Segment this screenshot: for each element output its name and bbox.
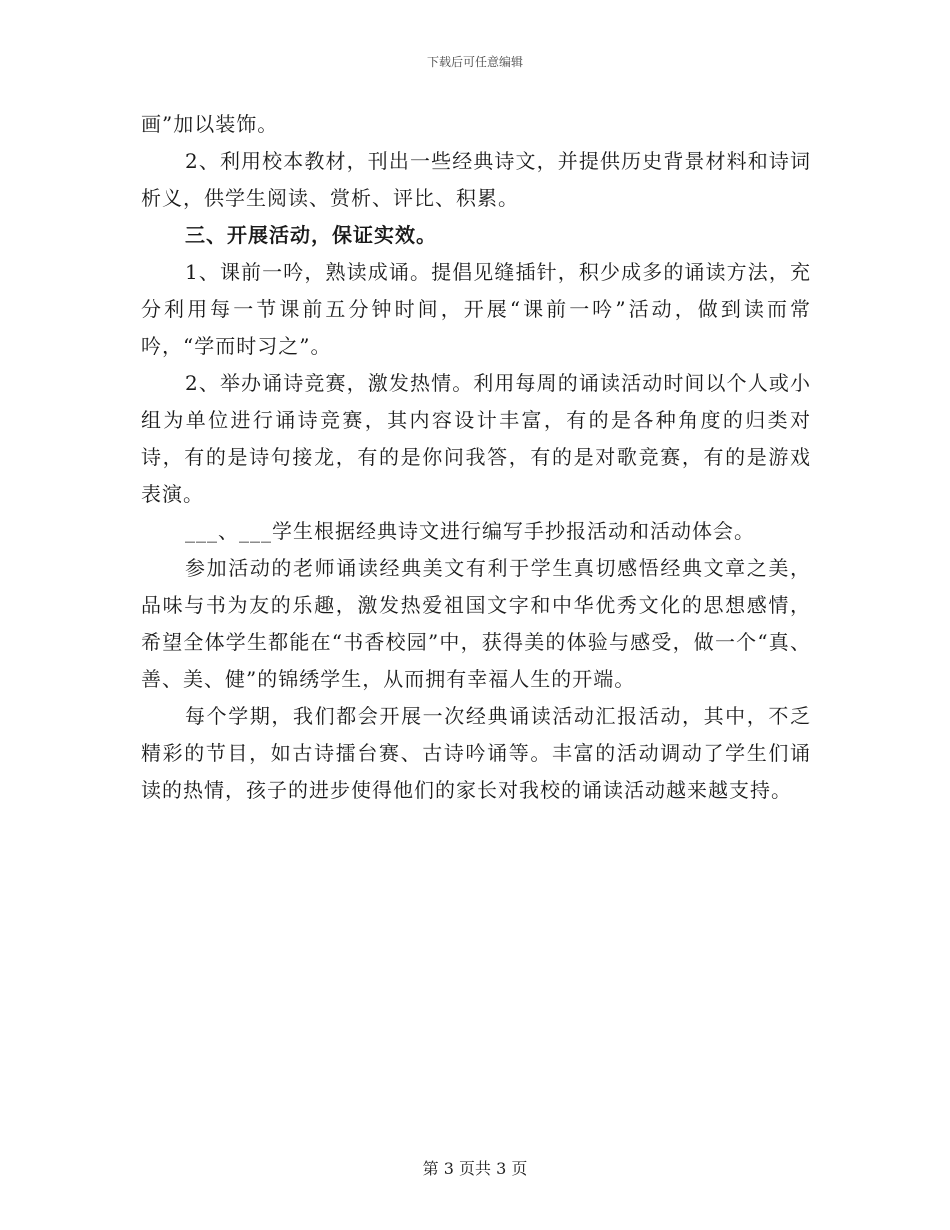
paragraph-semester-report: 每个学期，我们都会开展一次经典诵读活动汇报活动，其中，不乏精彩的节目，如古诗擂台赛、古诗吟诵等。丰富的活动调动了学生们诵读的热情，孩子的进步使得他们的家长对我校的诵读活动越来越支持。: [141, 704, 811, 802]
paragraph-continuation: 画”加以装饰。: [141, 112, 279, 136]
paragraph-handwritten-newspaper: ___、___学生根据经典诗文进行编写手抄报活动和活动体会。: [185, 519, 755, 543]
paragraph-pre-class-recital: 1、课前一吟，熟读成诵。提倡见缝插针，积少成多的诵读方法，充分利用每一节课前五分钟时间，开展“课前一吟”活动，做到读而常吟，“学而时习之”。: [141, 260, 811, 358]
paragraph-textbook: 2、利用校本教材，刊出一些经典诗文，并提供历史背景材料和诗词析义，供学生阅读、赏析、评比、积累。: [141, 149, 811, 210]
paragraph-recital-contest: 2、举办诵诗竞赛，激发热情。利用每周的诵读活动时间以个人或小组为单位进行诵诗竞赛，其内容设计丰富，有的是各种角度的归类对诗，有的是诗句接龙，有的是你问我答，有的是对歌竞赛，有的是游戏表演。: [141, 371, 811, 506]
page-header-note: 下载后可任意编辑: [426, 55, 523, 69]
page-number: 第 3 页共 3 页: [422, 1159, 528, 1178]
section-heading: 三、开展活动，保证实效。: [185, 223, 437, 247]
document-body: [141, 106, 811, 809]
paragraph-teacher-recital: 参加活动的老师诵读经典美文有利于学生真切感悟经典文章之美，品味与书为友的乐趣，激发热爱祖国文字和中华优秀文化的思想感情，希望全体学生都能在“书香校园”中，获得美的体验与感受，做一个“真、善、美、健”的锦绣学生，从而拥有幸福人生的开端。: [141, 556, 811, 691]
